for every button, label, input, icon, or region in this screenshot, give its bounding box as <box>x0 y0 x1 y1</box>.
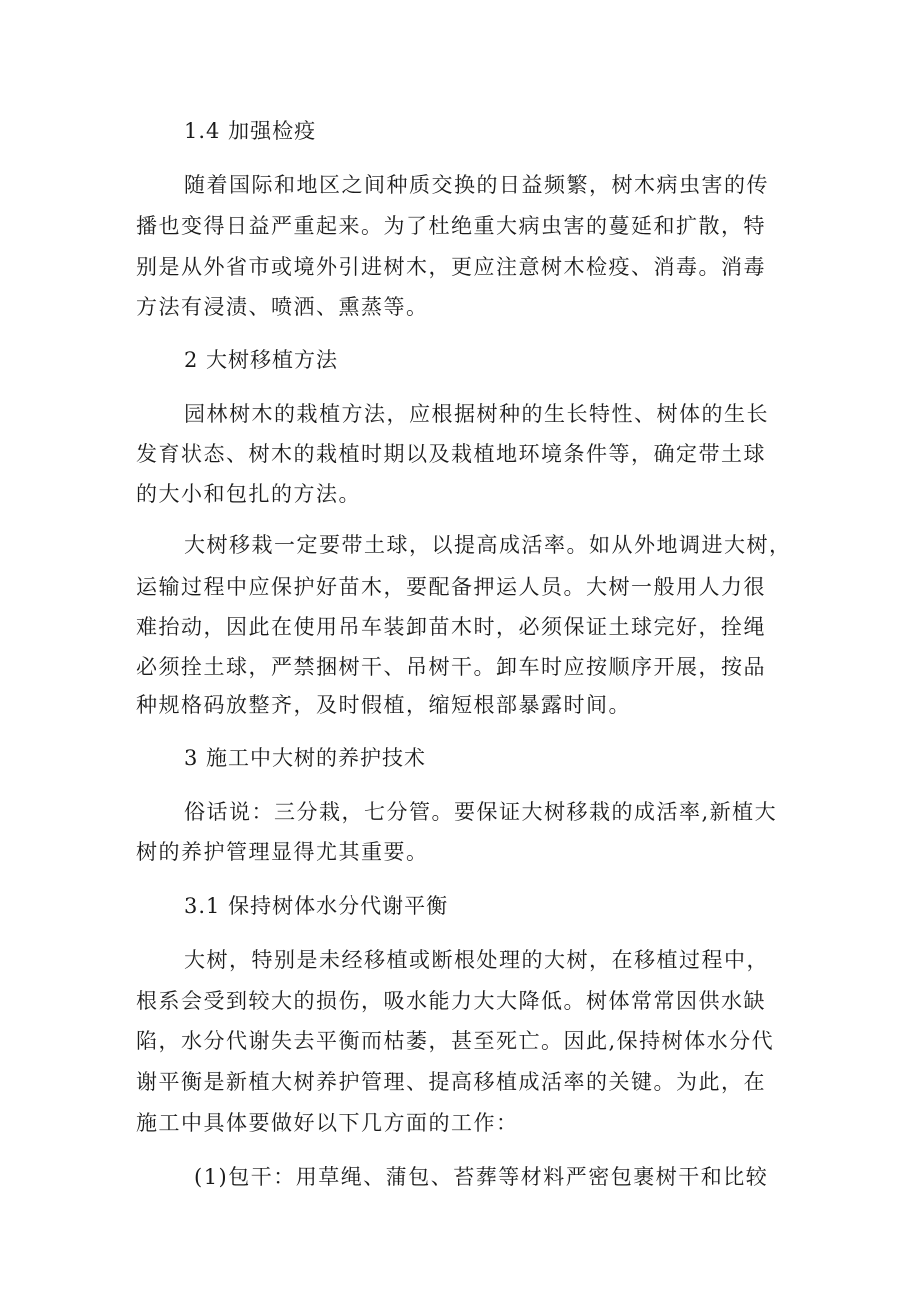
paragraph-line: 大树移栽一定要带土球，以提高成活率。如从外地调进大树， <box>184 533 792 557</box>
section-heading-2: 2 大树移植方法 <box>184 348 339 372</box>
section-heading-3-1: 3.1 保持树体水分代谢平衡 <box>184 894 449 918</box>
paragraph-line: 别是从外省市或境外引进树木，更应注意树木检疫、消毒。消毒 <box>136 255 766 279</box>
paragraph-line: 难抬动，因此在使用吊车装卸苗木时，必须保证土球完好，拴绳 <box>136 615 766 639</box>
paragraph-line: 种规格码放整齐，及时假植，缩短根部暴露时间。 <box>136 693 631 717</box>
paragraph-line: 根系会受到较大的损伤，吸水能力大大降低。树体常常因供水缺 <box>136 989 766 1013</box>
section-heading-3: 3 施工中大树的养护技术 <box>184 746 427 770</box>
paragraph-line: (1)包干：用草绳、蒲包、苔葬等材料严密包裹树干和比较 <box>194 1165 769 1189</box>
paragraph-line: 播也变得日益严重起来。为了杜绝重大病虫害的蔓延和扩散，特 <box>136 214 766 238</box>
paragraph-line: 园林树木的栽植方法，应根据树种的生长特性、树体的生长 <box>184 402 769 426</box>
paragraph-line: 谢平衡是新植大树养护管理、提高移植成活率的关键。为此，在 <box>136 1070 766 1094</box>
paragraph-line: 施工中具体要做好以下几方面的工作： <box>136 1111 519 1135</box>
paragraph-line: 树的养护管理显得尤其重要。 <box>136 840 429 864</box>
paragraph-line: 运输过程中应保护好苗木，要配备押运人员。大树一般用人力很 <box>136 575 766 599</box>
paragraph-line: 大树，特别是未经移植或断根处理的大树，在移植过程中， <box>184 948 769 972</box>
paragraph-line: 随着国际和地区之间种质交换的日益频繁，树木病虫害的传 <box>184 173 769 197</box>
paragraph-line: 必须拴土球，严禁捆树干、吊树干。卸车时应按顺序开展，按品 <box>136 655 766 679</box>
paragraph-line: 俗话说：三分栽，七分管。要保证大树移栽的成活率,新植大 <box>184 800 778 824</box>
section-heading-1-4: 1.4 加强检疫 <box>184 119 317 143</box>
paragraph-line: 陷，水分代谢失去平衡而枯萎，甚至死亡。因此,保持树体水分代 <box>136 1029 775 1053</box>
paragraph-line: 的大小和包扎的方法。 <box>136 482 361 506</box>
paragraph-line: 方法有浸渍、喷洒、熏蒸等。 <box>136 295 429 319</box>
paragraph-line: 发育状态、树木的栽植时期以及栽植地环境条件等，确定带土球 <box>136 442 766 466</box>
